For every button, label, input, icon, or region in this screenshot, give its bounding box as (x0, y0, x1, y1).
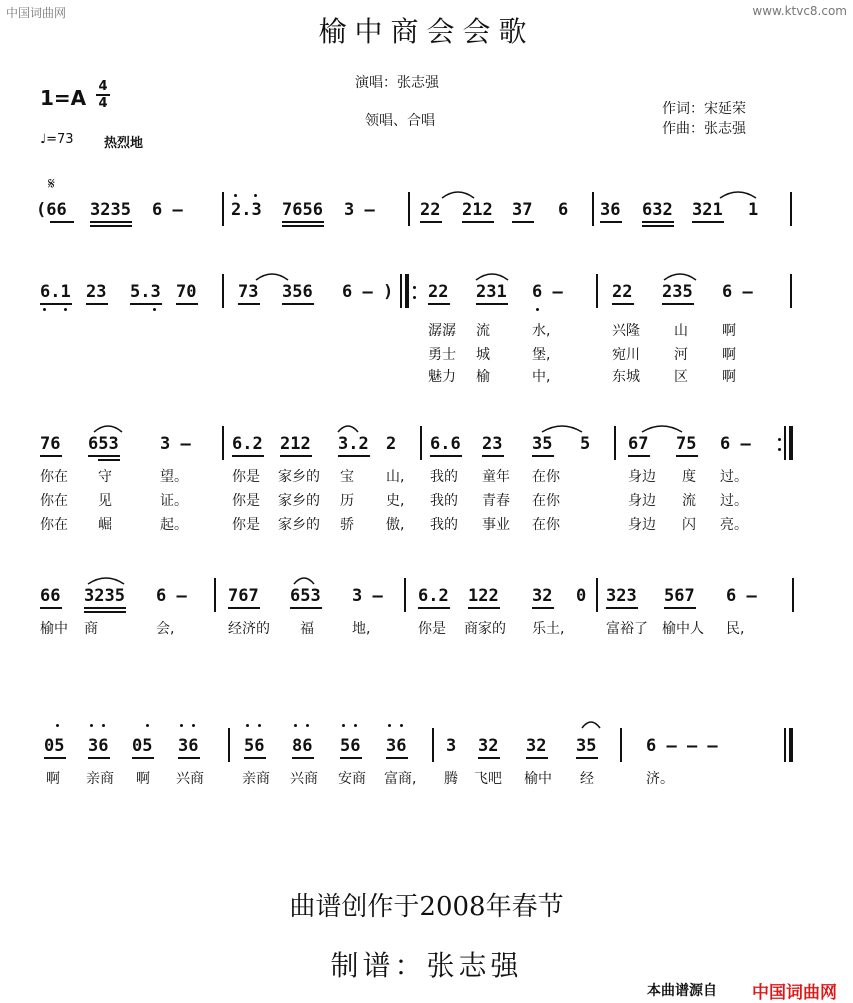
underline (642, 225, 674, 227)
high-dot (388, 724, 391, 727)
lyric: 富裕了 (606, 621, 648, 637)
note-group: 212 (462, 200, 493, 220)
note-group: 1 (748, 200, 759, 220)
final-bar-line-thick (789, 728, 793, 762)
lyric: 民, (726, 621, 745, 637)
lyric: 我的 (430, 469, 458, 485)
note-group: 235 (662, 282, 693, 302)
underline (692, 221, 724, 223)
low-dot (64, 308, 67, 311)
underline (84, 607, 126, 609)
bar-line (408, 192, 410, 226)
note-group: 3 – (160, 434, 191, 454)
lyric: 身边 (628, 469, 656, 485)
performance-mode: 领唱、合唱 (365, 113, 435, 129)
underline (282, 225, 324, 227)
lyric: 地, (352, 621, 371, 637)
underline (676, 455, 698, 457)
note-group: 6.2 (418, 586, 449, 606)
lyric: 经 (580, 771, 594, 787)
repeat-bar-line-thick (405, 274, 409, 308)
staff-row-2 (0, 272, 853, 312)
repeat-bar-line (784, 426, 786, 460)
lyric: 区 (674, 369, 688, 385)
lyric: 守 (98, 469, 112, 485)
underline (86, 303, 108, 305)
note-group: 3 (446, 736, 457, 756)
creation-note: 曲谱创作于2008年春节 (289, 892, 564, 922)
underline (476, 303, 508, 305)
source-label: 本曲谱源自 (647, 983, 717, 999)
note-group: 6 – (152, 200, 183, 220)
underline (642, 221, 674, 223)
note-group: 36 (386, 736, 407, 756)
note-group: 653 (88, 434, 119, 454)
final-bar-line (784, 728, 786, 762)
note-group: 767 (228, 586, 259, 606)
lyric: 事业 (482, 517, 510, 533)
lyric: 啊 (136, 771, 150, 787)
key-signature: 1=A (40, 86, 87, 110)
singer: 演唱：张志强 (355, 75, 439, 91)
underline (606, 607, 638, 609)
lyric: 榆中人 (662, 621, 704, 637)
note-group: 6.1 (40, 282, 71, 302)
lyric: 济。 (646, 771, 674, 787)
bar-line (222, 192, 224, 226)
note-group: 356 (282, 282, 313, 302)
slur (662, 270, 698, 282)
lyric: 商家的 (464, 621, 506, 637)
lyric: 家乡的 (278, 493, 320, 509)
note-group: 122 (468, 586, 499, 606)
note-group: 5.3 (130, 282, 161, 302)
lyric: 度 (682, 469, 696, 485)
lyric: 堡, (532, 347, 551, 363)
underline (420, 221, 442, 223)
lyric: 潺潺 (428, 323, 456, 339)
lyric: 亲商 (242, 771, 270, 787)
lyric: 望。 (160, 469, 188, 485)
low-dot (536, 308, 539, 311)
high-dot (400, 724, 403, 727)
underline (244, 757, 266, 759)
bar-line (620, 728, 622, 762)
slur (254, 270, 290, 282)
note-group: 32 (478, 736, 499, 756)
lyric: 安商 (338, 771, 366, 787)
high-dot (90, 724, 93, 727)
note-group: 212 (280, 434, 311, 454)
note-group: 86 (292, 736, 313, 756)
lyric: 见 (98, 493, 112, 509)
note-group: 67 (628, 434, 649, 454)
note-group: 231 (476, 282, 507, 302)
underline (612, 303, 634, 305)
low-dot (43, 308, 46, 311)
note-group: 7656 (282, 200, 323, 220)
slur (540, 422, 584, 434)
lyric: 你是 (418, 621, 446, 637)
note-group: 36 (178, 736, 199, 756)
note-group: 23 (482, 434, 503, 454)
repeat-bar-line (400, 274, 402, 308)
underline (282, 221, 324, 223)
bar-line (222, 426, 224, 460)
underline (512, 221, 534, 223)
bar-line (792, 578, 794, 612)
underline (418, 607, 450, 609)
source-brand[interactable]: 中国词曲网 (752, 983, 837, 1003)
note-group: 36 (88, 736, 109, 756)
underline (662, 303, 694, 305)
note-group: 6 – (722, 282, 753, 302)
underline (482, 455, 504, 457)
high-dot (342, 724, 345, 727)
lyric: 福 (300, 621, 314, 637)
lyric: 我的 (430, 493, 458, 509)
lyric: 兴隆 (612, 323, 640, 339)
repeat-dot (413, 286, 416, 289)
high-dot (294, 724, 297, 727)
lyric: 经济的 (228, 621, 270, 637)
lyric: 你是 (232, 517, 260, 533)
time-top: 4 (98, 79, 108, 94)
bar-line (214, 578, 216, 612)
underline (340, 757, 362, 759)
lyric: 啊 (722, 369, 736, 385)
repeat-dot (778, 438, 781, 441)
lyric: 中, (532, 369, 551, 385)
note-group: 56 (244, 736, 265, 756)
slur (92, 422, 124, 434)
slur (580, 718, 602, 730)
underline (532, 455, 554, 457)
underline (280, 455, 312, 457)
underline (338, 455, 370, 457)
note-group: 6 – (532, 282, 563, 302)
underline (130, 303, 162, 305)
note-group: 567 (664, 586, 695, 606)
lyric: 你在 (40, 469, 68, 485)
underline (132, 757, 154, 759)
lyric: 水, (532, 323, 551, 339)
note-group: 76 (40, 434, 61, 454)
slur (474, 270, 510, 282)
lyric: 闪 (682, 517, 696, 533)
lyric: 证。 (160, 493, 188, 509)
underline (238, 303, 260, 305)
lyric: 家乡的 (278, 517, 320, 533)
lyric: 山 (674, 323, 688, 339)
lyric: 起。 (160, 517, 188, 533)
note-group: 0 (576, 586, 587, 606)
lyric: 山, (386, 469, 405, 485)
lyric: 勇士 (428, 347, 456, 363)
high-dot (354, 724, 357, 727)
note-group: 66 (40, 586, 61, 606)
lyric: 在你 (532, 517, 560, 533)
lyric: 啊 (722, 323, 736, 339)
lyric: 乐土, (532, 621, 565, 637)
repeat-bar-line-thick (789, 426, 793, 460)
slur (292, 574, 316, 586)
high-dot (192, 724, 195, 727)
note-group: 70 (176, 282, 197, 302)
note-group: 32 (526, 736, 547, 756)
note-group: 2.3 (231, 200, 262, 220)
underline (40, 455, 62, 457)
underline (88, 757, 110, 759)
lyric: 你在 (40, 493, 68, 509)
underline (600, 221, 622, 223)
underline (462, 221, 494, 223)
note-group: 3235 (84, 586, 125, 606)
high-dot (180, 724, 183, 727)
underline (282, 303, 314, 305)
underline (228, 607, 260, 609)
note-group: 3.2 (338, 434, 369, 454)
bar-line (420, 426, 422, 460)
lyric: 你是 (232, 493, 260, 509)
high-dot (102, 724, 105, 727)
slur (86, 574, 126, 586)
underline (478, 757, 500, 759)
underline (576, 757, 598, 759)
note-group: 35 (532, 434, 553, 454)
note-group: 73 (238, 282, 259, 302)
high-dot (306, 724, 309, 727)
lyricist: 作词：宋延荣 (662, 101, 746, 117)
underline (232, 455, 264, 457)
note-group: 35 (576, 736, 597, 756)
note-group: 6.6 (430, 434, 461, 454)
underline (40, 303, 72, 305)
note-group: 632 (642, 200, 673, 220)
lyric: 河 (674, 347, 688, 363)
high-dot (56, 724, 59, 727)
lyric: 童年 (482, 469, 510, 485)
low-dot (153, 308, 156, 311)
repeat-dot (778, 448, 781, 451)
underline (90, 225, 132, 227)
tempo: ♩=73 (40, 132, 74, 147)
lyric: 流 (682, 493, 696, 509)
lyric: 兴商 (176, 771, 204, 787)
slur (640, 422, 684, 434)
lyric: 兴商 (290, 771, 318, 787)
lyric: 亮。 (720, 517, 748, 533)
underline (44, 757, 66, 759)
note-group: 32 (532, 586, 553, 606)
lyric: 榆 (476, 369, 490, 385)
underline (88, 455, 120, 457)
lyric: 青春 (482, 493, 510, 509)
note-group: 6.2 (232, 434, 263, 454)
note-group: 6 – ) (342, 282, 394, 302)
lyric: 榆中 (40, 621, 68, 637)
watermark-right: www.ktvc8.com (752, 4, 847, 18)
note-group: 6 – – – (646, 736, 718, 756)
underline (532, 607, 554, 609)
note-group: 3 – (344, 200, 375, 220)
note-group: 321 (692, 200, 723, 220)
lyric: 宝 (340, 469, 354, 485)
bar-line (222, 274, 224, 308)
staff-row-4 (0, 576, 853, 616)
lyric: 身边 (628, 517, 656, 533)
lyric: 你是 (232, 469, 260, 485)
segno-sign: 𝄋 (48, 174, 55, 193)
underline (628, 455, 650, 457)
note-group: 05 (132, 736, 153, 756)
bar-line (592, 192, 594, 226)
note-group: 56 (340, 736, 361, 756)
note-group: 36 (600, 200, 621, 220)
lyric: 过。 (720, 493, 748, 509)
lyric: 城 (476, 347, 490, 363)
underline (178, 757, 200, 759)
staff-row-1 (0, 190, 853, 230)
time-bottom: 4 (98, 95, 108, 111)
note-group: 6 – (156, 586, 187, 606)
note-group: 22 (428, 282, 449, 302)
note-group: 22 (612, 282, 633, 302)
underline (84, 611, 126, 613)
note-group: 6 – (726, 586, 757, 606)
note-group: 323 (606, 586, 637, 606)
expression-mark: 热烈地 (104, 136, 144, 151)
note-group: 05 (44, 736, 65, 756)
lyric: 魅力 (428, 369, 456, 385)
bar-line (596, 578, 598, 612)
lyric: 崛 (98, 517, 112, 533)
lyric: 宛川 (612, 347, 640, 363)
bar-line (228, 728, 230, 762)
repeat-dot (413, 296, 416, 299)
lyric: 东城 (612, 369, 640, 385)
lyric: 榆中 (524, 771, 552, 787)
bar-line (432, 728, 434, 762)
note-group: 75 (676, 434, 697, 454)
bar-line (404, 578, 406, 612)
bar-line (790, 192, 792, 226)
high-dot (246, 724, 249, 727)
bar-line (614, 426, 616, 460)
high-dot (254, 194, 257, 197)
slur (336, 422, 360, 434)
composer: 作曲：张志强 (662, 121, 746, 137)
bar-line (790, 274, 792, 308)
underline (176, 303, 198, 305)
watermark-left: 中国词曲网 (6, 6, 67, 20)
lyric: 流 (476, 323, 490, 339)
underline (386, 757, 408, 759)
slur (440, 188, 476, 200)
underline (292, 757, 314, 759)
underline (90, 221, 132, 223)
high-dot (258, 724, 261, 727)
lyric: 会, (156, 621, 175, 637)
lyric: 傲, (386, 517, 405, 533)
score-maker: 制谱：张志强 (330, 949, 523, 982)
lyric: 腾 (444, 771, 458, 787)
lyric: 富商, (384, 771, 417, 787)
note-group: (66 (36, 200, 67, 220)
note-group: 2 (386, 434, 397, 454)
lyric: 我的 (430, 517, 458, 533)
staff-row-3 (0, 424, 853, 464)
lyric: 过。 (720, 469, 748, 485)
lyric: 商 (84, 621, 98, 637)
lyric: 啊 (722, 347, 736, 363)
lyric: 历 (340, 493, 354, 509)
underline (428, 303, 450, 305)
underline (468, 607, 500, 609)
lyric: 在你 (532, 469, 560, 485)
note-group: 22 (420, 200, 441, 220)
underline (50, 221, 74, 223)
underline (526, 757, 548, 759)
note-group: 653 (290, 586, 321, 606)
lyric: 啊 (46, 771, 60, 787)
lyric: 家乡的 (278, 469, 320, 485)
bar-line (596, 274, 598, 308)
lyric: 在你 (532, 493, 560, 509)
note-group: 3235 (90, 200, 131, 220)
underline (664, 607, 696, 609)
lyric: 你在 (40, 517, 68, 533)
lyric: 史, (386, 493, 405, 509)
high-dot (234, 194, 237, 197)
underline (430, 455, 462, 457)
note-group: 5 (580, 434, 591, 454)
staff-row-5 (0, 726, 853, 766)
note-group: 3 – (352, 586, 383, 606)
lyric: 亲商 (86, 771, 114, 787)
lyric: 骄 (340, 517, 354, 533)
note-group: 6 – (720, 434, 751, 454)
slur (718, 188, 758, 200)
time-signature (96, 80, 110, 110)
underline (40, 607, 62, 609)
underline (290, 607, 322, 609)
high-dot (146, 724, 149, 727)
underline (98, 459, 120, 461)
note-group: 37 (512, 200, 533, 220)
song-title: 榆中商会会歌 (318, 15, 535, 48)
note-group: 23 (86, 282, 107, 302)
lyric: 身边 (628, 493, 656, 509)
lyric: 飞吧 (474, 771, 502, 787)
note-group: 6 (558, 200, 569, 220)
